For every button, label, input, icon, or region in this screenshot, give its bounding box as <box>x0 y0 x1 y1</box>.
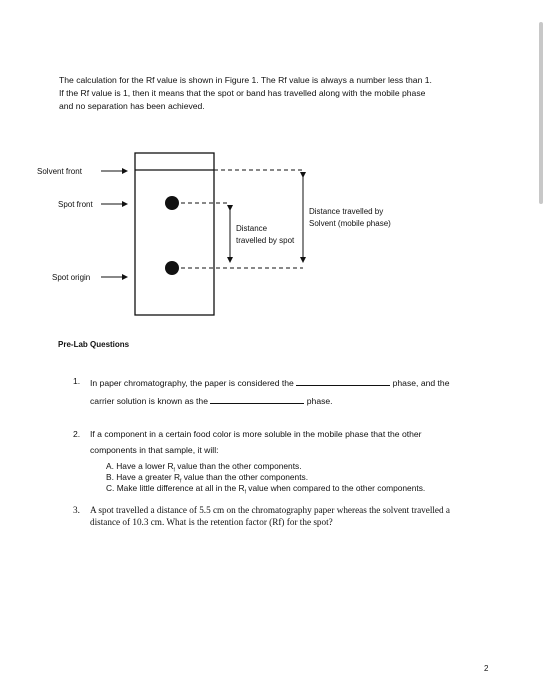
q1-line1 <box>90 376 450 388</box>
option-subscript: f <box>180 478 182 485</box>
spot-origin-label: Spot origin <box>52 273 91 282</box>
option-text: Make little difference at all in the R <box>116 483 245 493</box>
page-number: 2 <box>484 664 489 673</box>
intro-line: and no separation has been achieved. <box>59 101 205 111</box>
option-text: Have a lower R <box>116 461 174 471</box>
q2-line1: If a component in a certain food color is more soluble in the mobile phase that the other <box>90 429 422 439</box>
intro-line: The calculation for the Rf value is shown in Figure 1. The Rf value is always a number less than 1. <box>59 75 432 85</box>
q3-line2: distance of 10.3 cm. What is the retention factor (Rf) for the spot? <box>90 517 333 527</box>
distance-solvent-label: Distance travelled by <box>309 207 384 216</box>
option-text: value than the other components. <box>174 461 302 471</box>
spot-front-label: Spot front <box>58 200 93 209</box>
option-text: value than the other components. <box>181 472 309 482</box>
option-text: value when compared to the other components. <box>245 483 426 493</box>
spot-front-dot <box>165 196 179 210</box>
option-text: Have a greater R <box>116 472 181 482</box>
q1-text: phase, and the <box>392 378 450 388</box>
q3-number: 3. <box>73 505 80 515</box>
q1-line2 <box>90 394 333 406</box>
option-subscript: f <box>173 467 175 474</box>
option-letter: C. <box>106 483 115 493</box>
q1-text: carrier solution is known as the <box>90 396 208 406</box>
q1-text: phase. <box>306 396 333 406</box>
distance-solvent-label: Solvent (mobile phase) <box>309 219 391 228</box>
q1-blank-stationary[interactable] <box>296 376 390 386</box>
paper-strip <box>135 153 214 315</box>
solvent-front-label: Solvent front <box>37 167 82 176</box>
distance-spot-label: Distance <box>236 224 268 233</box>
q2-number: 2. <box>73 429 81 439</box>
distance-spot-label: travelled by spot <box>236 236 295 245</box>
q2-line2: components in that sample, it will: <box>90 445 219 455</box>
prelab-heading: Pre-Lab Questions <box>58 340 130 349</box>
spot-origin-dot <box>165 261 179 275</box>
option-letter: B. <box>106 472 114 482</box>
intro-line: If the Rf value is 1, then it means that the spot or band has travelled along with the mobile phase <box>59 88 426 98</box>
q1-blank-mobile[interactable] <box>210 394 304 404</box>
q3-line1: A spot travelled a distance of 5.5 cm on the chromatography paper whereas the solvent travelled a <box>90 505 450 515</box>
option-subscript: f <box>244 489 246 496</box>
q1-number: 1. <box>73 376 81 386</box>
q2-option-c <box>106 483 425 496</box>
rf-figure <box>0 0 548 340</box>
q1-text: In paper chromatography, the paper is considered the <box>90 378 294 388</box>
option-letter: A. <box>106 461 114 471</box>
